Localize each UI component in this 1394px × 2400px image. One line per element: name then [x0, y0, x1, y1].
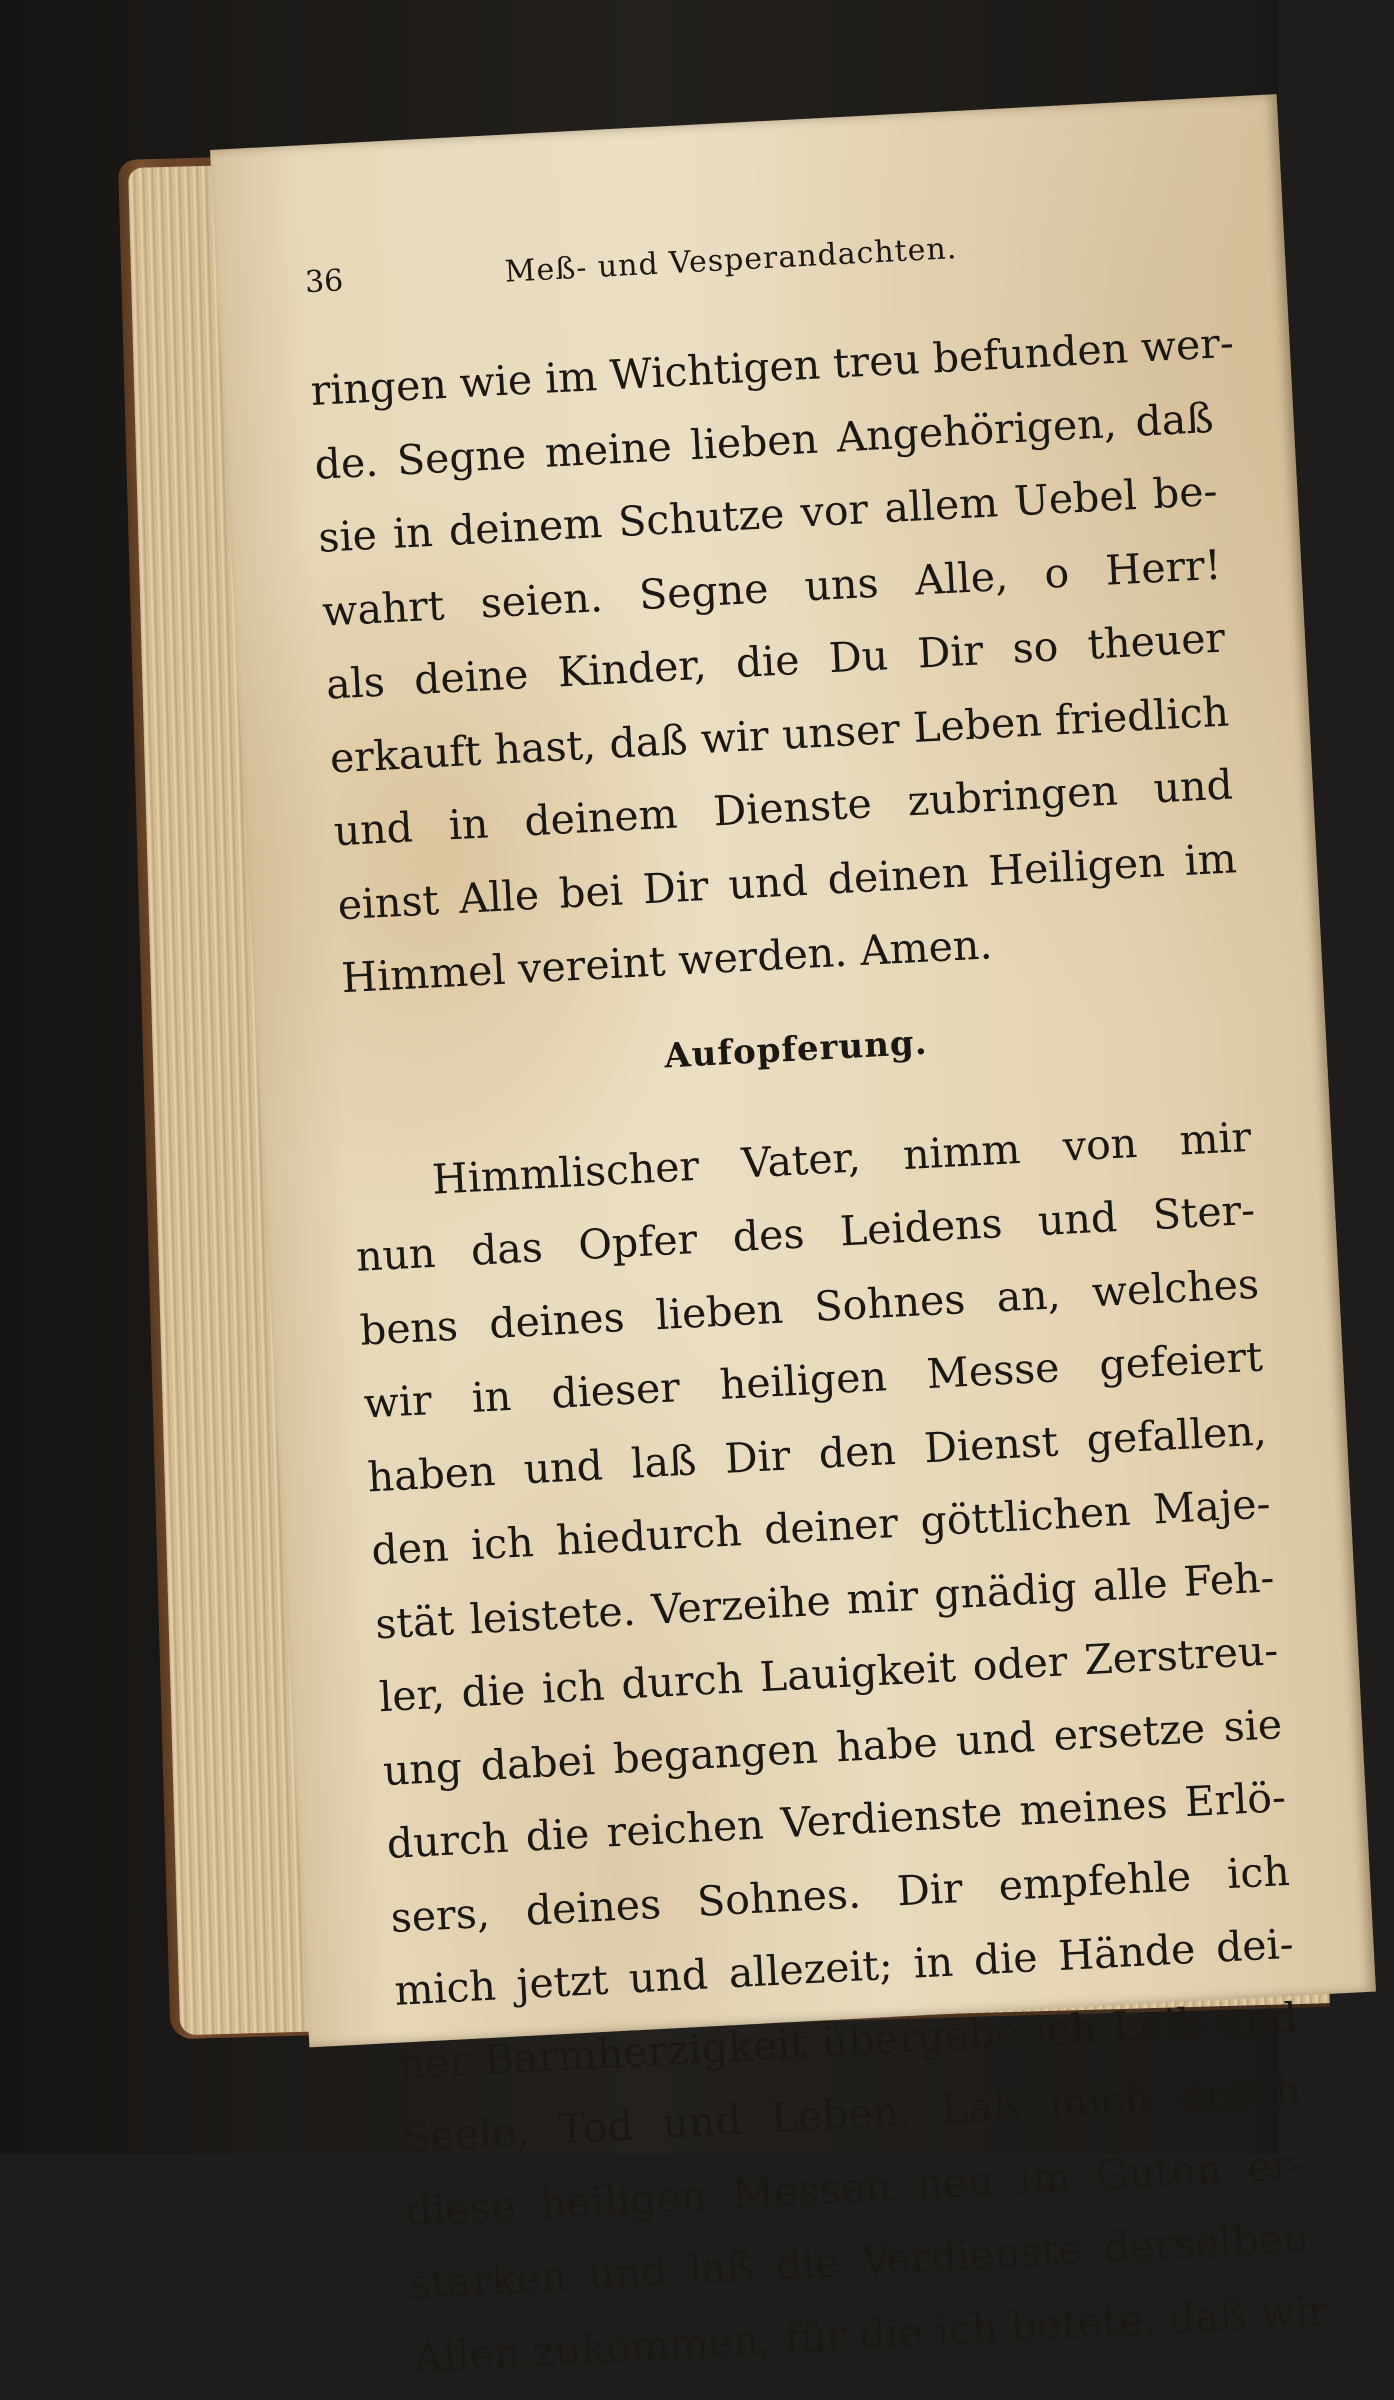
text-line: durch die reichen Verdienste meines Erlö-	[385, 1772, 1287, 1869]
text-line: bens deines lieben Sohnes an, welches	[358, 1259, 1260, 1355]
running-head: Meß- und Vesperandachten.	[503, 231, 959, 290]
text-line: diese heiligen Messen neu im Guten er-	[404, 2139, 1307, 2236]
text-line: ung dabei begangen habe und ersetze sie	[381, 1699, 1284, 1795]
text-line: den ich hiedurch deiner göttlichen Maje-	[370, 1479, 1272, 1575]
text-line: Himmel vereint werden. Amen.	[340, 920, 994, 1003]
text-line: ner Barmherzigkeit übergebe ich Leib und	[397, 1993, 1299, 2089]
book-page	[210, 94, 1376, 2382]
paragraph-prayer-end	[309, 306, 1272, 1015]
text-line: Himmlischer Vater, nimm von mir	[430, 1112, 1253, 1204]
page-content	[304, 217, 1344, 2396]
text-line: und in deinem Dienste zubringen und	[332, 760, 1234, 856]
text-line: erkauft hast, daß wir unser Leben friedlich	[328, 686, 1231, 783]
text-line: de. Segne meine lieben Angehörigen, daß	[313, 393, 1215, 489]
text-line: einst Alle bei Dir und deinen Heiligen im	[336, 833, 1238, 929]
paragraph-aufopferung	[350, 1099, 1344, 2395]
text-line: Allen zukommen, für die ich betete, daß wir	[412, 2286, 1329, 2382]
section-heading: Aufopferung.	[663, 1022, 929, 1076]
text-line: nun das Opfer des Leidens und Ster-	[354, 1185, 1257, 1281]
text-line: sie in deinem Schutze vor allem Uebel be-	[317, 466, 1219, 562]
text-line: ler, die ich durch Lauigkeit oder Zerstreu-	[377, 1626, 1280, 1722]
text-line: stät leistete. Verzeihe mir gnädig alle Feh-	[374, 1552, 1276, 1648]
text-line: wir in dieser heiligen Messe gefeiert	[362, 1332, 1264, 1428]
text-line: starken und laß die Verdienste derselben	[408, 2213, 1311, 2309]
page-header	[304, 217, 1236, 326]
text-line: sers, deines Sohnes. Dir empfehle ich	[389, 1846, 1291, 1942]
text-line: mich jetzt und allezeit; in die Hände dei-	[393, 1919, 1295, 2015]
text-line: Seele, Tod und Leben. Laß mich durch	[401, 2066, 1303, 2162]
text-line: ringen wie im Wichtigen treu befunden wer-	[309, 318, 1235, 416]
text-line: als deine Kinder, die Du Dir so theuer	[324, 613, 1227, 709]
page-number: 36	[304, 263, 345, 301]
text-line: wahrt seien. Segne uns Alle, o Herr!	[321, 540, 1223, 636]
text-line: haben und laß Dir den Dienst gefallen,	[366, 1405, 1268, 1502]
